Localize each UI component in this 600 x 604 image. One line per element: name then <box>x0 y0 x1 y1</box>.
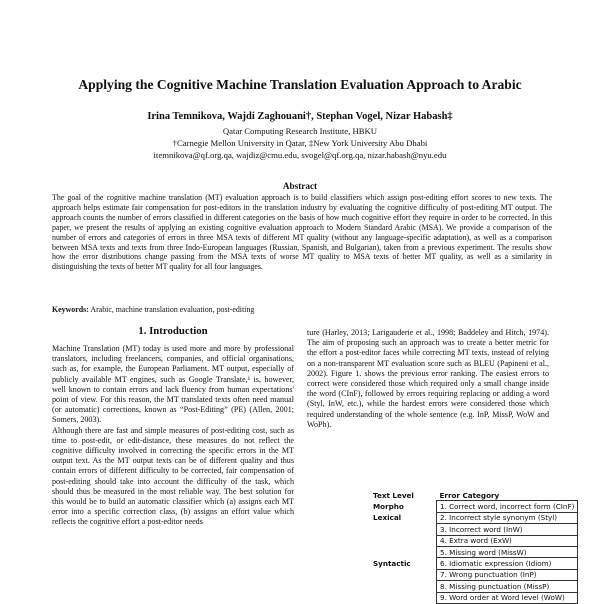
category-cell: 7. Wrong punctuation (InP) <box>437 569 578 580</box>
paper-title: Applying the Cognitive Machine Translation Evaluation Approach to Arabic <box>78 77 522 92</box>
abstract-text: The goal of the cognitive machine translation (MT) evaluation approach is to build classifiers which assign post-editing effort scores to new texts. The approach helps estimate fair compensation for post-editors in the translation industry by evaluating the cognitive difficulty of post-editing MT output. The approach counts the number of errors classified in different categories on the basis of how much cognitive effort they require in order to be corrected. In this paper, we present the results of applying an existing cognitive evaluation approach to Modern Standard Arabic (MSA). We provide a comparison of the number of errors and categories of errors in three MSA texts of different MT quality (without any language-specific adaptation), as well as a comparison between MSA texts and texts from three Indo-European languages (Russian, Spanish, and Bulgarian), taken from a previous experiment. The results show how the error distributions change passing from the MSA texts of worse MT quality to MSA texts of better MT quality, as well as a similarity in distinguishing the texts of better MT quality for all four languages. <box>52 193 552 272</box>
table-row <box>370 581 578 592</box>
keywords-text: Arabic, machine translation evaluation, post-editing <box>88 305 255 314</box>
header-error-category: Error Category <box>437 490 578 501</box>
category-cell: 9. Word order at Word level (WoW) <box>437 592 578 603</box>
left-column <box>52 344 294 528</box>
abstract-heading: Abstract <box>282 181 318 191</box>
table-row <box>370 512 578 523</box>
author-list: Irina Temnikova, Wajdi Zaghouani†, Stephan Vogel, Nizar Habash‡ <box>147 111 453 122</box>
category-cell: 8. Missing punctuation (MissP) <box>437 581 578 592</box>
table-row <box>370 535 578 546</box>
category-cell: 2. Incorrect style synonym (Styl) <box>437 512 578 523</box>
category-cell: 6. Idiomatic expression (Idiom) <box>437 558 578 569</box>
header-text-level: Text Level <box>373 490 414 500</box>
right-column <box>307 328 549 430</box>
table-row <box>370 558 578 569</box>
right-paragraph-1: ture (Harley, 2013; Larigauderie et al., 1998; Baddeley and Hitch, 1974). The aim of proposing such an approach was to create a better metric for the effort a post-editor faces while correcting MT texts, instead of relying on a non-transparent MT evaluation score such as BLEU (Papineni et al., 2002). Figure 1. shows the previous error ranking. The easiest errors to correct were considered those which required only a small change inside the word (CInF), followed by errors requiring replacing or adding a word (Styl, InW, etc.), while the hardest errors were considered those which required understanding of the whole sentence (e.g. InP, MissP, WoW and WoPh). <box>307 328 549 429</box>
category-cell: 3. Incorrect word (InW) <box>437 524 578 535</box>
level-lexical: Lexical <box>373 513 402 523</box>
level-syntactic: Syntactic <box>373 559 411 569</box>
intro-paragraph-1: Machine Translation (MT) today is used more and more by professional translators, including freelancers, companies, and official organisations, such as, for example, the European Parliament. MT output, especially of publicly available MT engines, such as Google Translate,¹ is, however, well known to contain errors and lack fluency from human expectations' point of view. For this reason, the MT translated texts often need manual (or automatic) corrections, known as “Post-Editing” (PE) (Allen, 2001; Somers, 2003). <box>52 344 294 425</box>
table-row <box>370 501 578 512</box>
keywords-label: Keywords: <box>52 305 89 314</box>
category-cell: 5. Missing word (MissW) <box>437 546 578 557</box>
table-row <box>370 546 578 557</box>
affiliation-other: †Carnegie Mellon University in Qatar, ‡New York University Abu Dhabi <box>172 138 428 148</box>
table-row <box>370 592 578 603</box>
keywords-line <box>52 305 552 314</box>
author-emails: itemnikova@qf.org.qa, wajdiz@cmu.edu, svogel@qf.org.qa, nizar.habash@nyu.edu <box>153 150 447 160</box>
level-morpho: Morpho <box>373 502 404 512</box>
table-header-row <box>370 490 578 501</box>
table-row <box>370 524 578 535</box>
category-cell: 4. Extra word (ExW) <box>437 535 578 546</box>
intro-paragraph-2: Although there are fast and simple measures of post-editing cost, such as time to post-edit, or edit-distance, these measures do not reflect the cognitive difficulty involved in correcting the specific errors in the MT output text. As the MT output texts can be of different quality and thus contain errors of different difficulty to be corrected, fair compensation of post-editing should take into account the difficulty of the task, which should thus be measured in the most reliable way. The best solution for this would be to build an automatic classifier which (a) assigns each MT error into a specific correction class, (b) assigns an effort value which reflects the cognitive effort a post-editor needs <box>52 425 294 527</box>
table-row <box>370 569 578 580</box>
section-heading-introduction: 1. Introduction <box>138 325 208 337</box>
affiliation-qcri: Qatar Computing Research Institute, HBKU <box>222 126 378 136</box>
category-cell: 1. Correct word, incorrect form (CInF) <box>437 501 578 512</box>
error-category-table <box>370 490 578 604</box>
